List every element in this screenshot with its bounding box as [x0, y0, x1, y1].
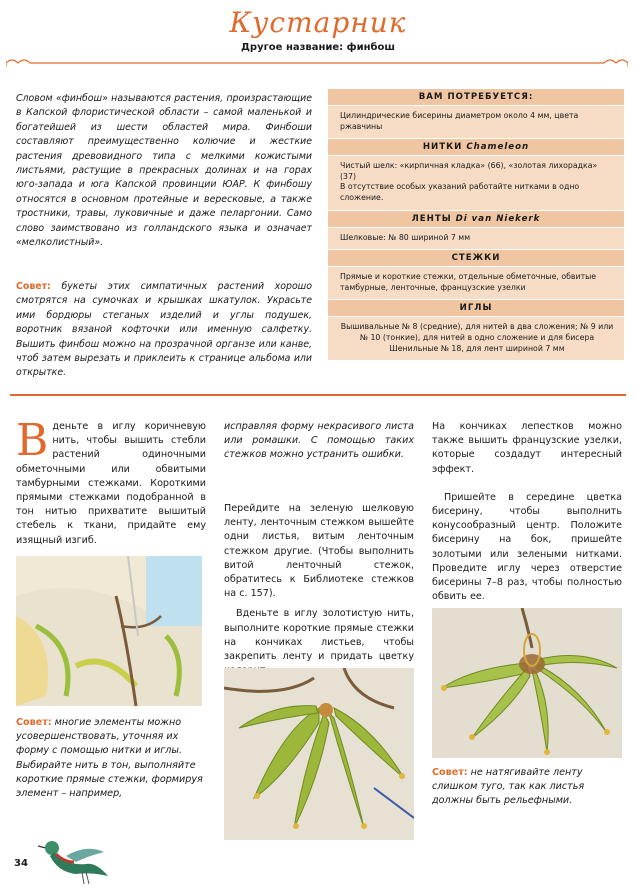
hummingbird-icon — [36, 826, 126, 888]
stitches-heading: СТЕЖКИ — [328, 249, 624, 267]
tip-text: многие элементы можно усовершенствовать, уточняя их форму с помощью нитки и иглы. Выбирайте нить в тон, выполняйте короткие прямые стежки, формируя элемент – например, — [16, 717, 203, 800]
beads-text: Цилиндрические бисерины диаметром около 4 мм, цвета ржавчины — [340, 111, 579, 131]
materials-panel — [328, 88, 624, 360]
section-divider — [10, 394, 626, 396]
threads-heading-prefix: НИТКИ — [422, 142, 467, 153]
tip-label: Совет: — [16, 281, 51, 292]
column-3-text — [432, 420, 622, 604]
intro-text: Словом «финбош» называются растения, произрастающие в Капской флористической области – самой маленькой и богатейшей из шести областей мира. Финбоши составляют преимущественно колючие и жесткие растения древовидного типа с мелкими кожистыми листьями, растущие в прекрасных долинах и на горах юго-запада и юга Капской провинции ЮАР. К финбошу относятся в основном протейные и вересковые, а также тростники, травы, луковичные и даже пеларгонии. Само слово заимствовано из голландского языка и означает «мелколистный». — [16, 93, 312, 249]
photo-ribbon-leaves — [224, 668, 414, 840]
column-1-tip — [16, 716, 206, 801]
column-2-paragraph-1: Перейдите на зеленую шелковую ленту, ленточным стежком вышейте одни листья, витым ленточным стежком другие. (Чтобы выполнить витой ленточный стежок, обратитесь к Библиотеке стежков на с. 157). — [224, 503, 414, 600]
needles-heading: ИГЛЫ — [328, 299, 624, 317]
column-2-tip-continuation: исправляя форму некрасивого листа или ромашки. С помощью таких стежков можно устранить ошибки. — [224, 421, 414, 461]
threads-text-1: Чистый шелк: «кирпичная кладка» (66), «золотая лихорадка» (37) — [340, 161, 598, 181]
column-1-text — [16, 415, 206, 548]
threads-heading — [328, 138, 624, 156]
page-number: 34 — [14, 858, 28, 869]
ribbons-heading-prefix: ЛЕНТЫ — [411, 213, 456, 224]
page-title: Кустарник — [229, 6, 407, 39]
column-3-tip — [432, 766, 622, 809]
ribbons-heading — [328, 210, 624, 228]
needles-text: Вышивальные № 8 (средние), для нитей в два сложения; № 9 или № 10 (тонкие), для нитей в одно сложение и для бисера Шенильные № 18, для лент шириной 7 мм — [340, 322, 614, 353]
threads-text-2: В отсутствие особых указаний работайте нитками в одно сложение. — [340, 182, 580, 202]
tip-label: Совет: — [16, 717, 52, 728]
ribbons-heading-brand: Di van Niekerk — [455, 213, 541, 224]
intro-tip — [16, 280, 312, 381]
tip-text: букеты этих симпатичных растений хорошо смотрятся на сумочках и крышках шкатулок. Украсьте ими бордюры стеганых изделий и углы подушек, воротник вязаной кофточки или именную салфетку. Вышить финбош можно на прозрачной органзе или канве, чтоб затем вырезать и приклеить к странице альбома или открытке. — [16, 281, 312, 379]
column-3-paragraph-2: Пришейте в середине цветка бисерину, чтобы выполнить конусообразный центр. Положите бисерину на бок, пришейте золотыми или зелеными нитками. Проведите иглу через отверстие бисерины 7–8 раз, чтобы полностью обвить ее. — [432, 491, 622, 603]
page-subtitle: Другое название: финбош — [241, 42, 395, 53]
threads-heading-brand: Chameleon — [466, 142, 530, 153]
ribbons-text: Шелковые: № 80 шириной 7 мм — [340, 232, 471, 242]
column-2-paragraph-2: Вденьте в иглу золотистую нить, выполните короткие прямые стежки на кончиках листьев, чтобы закрепить ленту и придать цветку — [224, 608, 414, 663]
column-1-paragraph: деньте в иглу коричневую нить, чтобы вышить стебли растений одиночными обметочными или обвитыми тамбурными стежками. Короткими прямыми стежками подобранной в тон нитью прихватите вышитый стебель к ткани, придайте ему изящный изгиб. — [16, 421, 206, 546]
threads-block — [328, 156, 624, 209]
stitches-text: Прямые и короткие стежки, отдельные обметочные, обвитые тамбурные, ленточные, французские узелки — [340, 272, 597, 292]
photo-bead-center — [432, 608, 622, 758]
tip-label: Совет: — [432, 767, 468, 778]
column-2-text — [224, 502, 414, 678]
column-3-paragraph-1: На кончиках лепестков можно также вышить французские узелки, которые создадут интересный эффект. — [432, 421, 622, 475]
dropcap: В — [16, 415, 49, 466]
tip-text: не натягивайте ленту слишком туго, так как листья должны быть рельефными. — [432, 767, 585, 807]
materials-heading: ВАМ ПОТРЕБУЕТСЯ: — [328, 88, 624, 106]
decorative-frame-top — [6, 56, 628, 68]
photo-stem-stitching — [16, 556, 202, 706]
